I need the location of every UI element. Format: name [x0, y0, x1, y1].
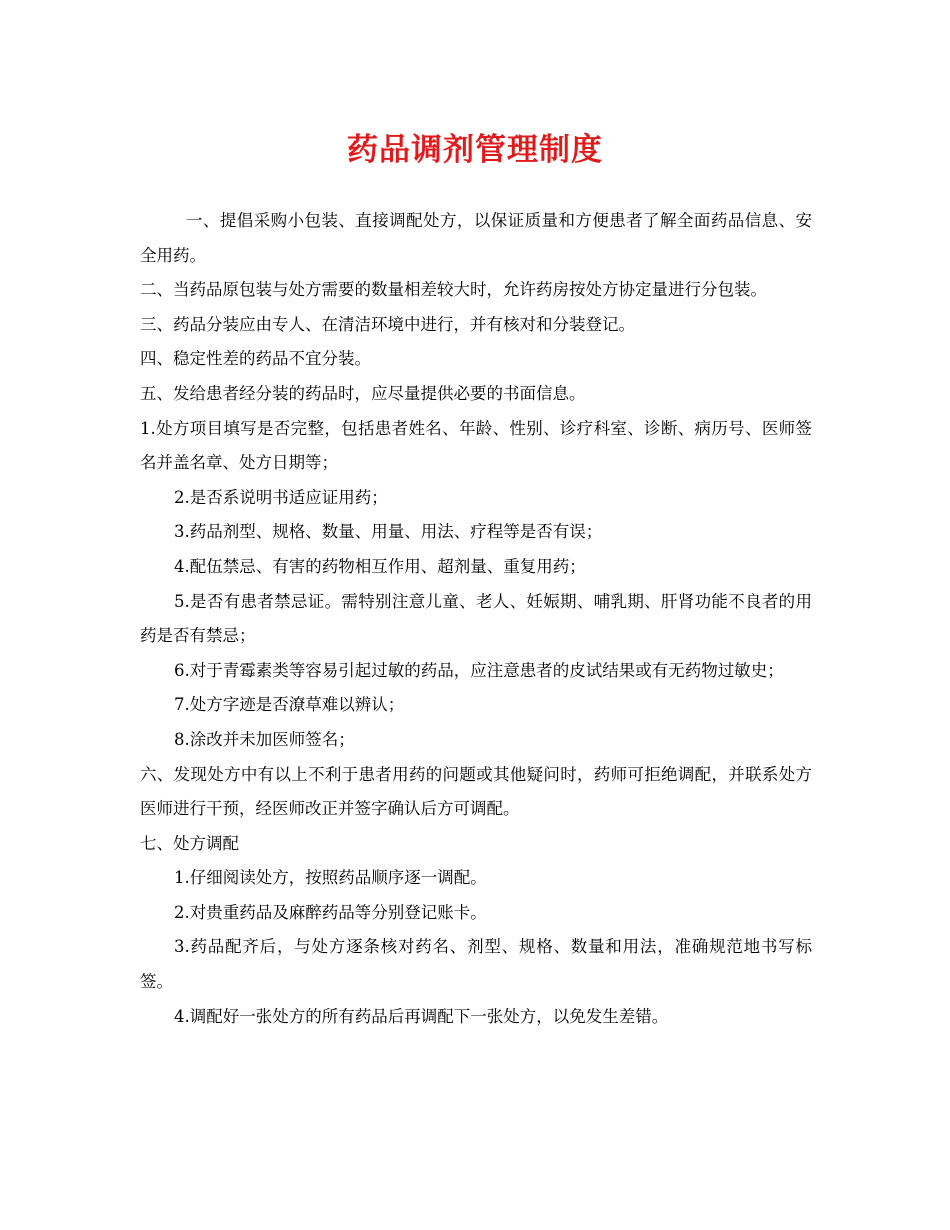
dispense-step-3: 3.药品配齐后，与处方逐条核对药名、剂型、规格、数量和用法，准确规范地书写标签。 [140, 937, 812, 992]
paragraph-5: 五、发给患者经分装的药品时，应尽量提供必要的书面信息。 [140, 383, 586, 403]
dispense-step-4: 4.调配好一张处方的所有药品后再调配下一张处方，以免发生差错。 [174, 1006, 669, 1026]
check-item-7: 7.处方字迹是否潦草难以辨认； [174, 695, 405, 715]
check-item-1: 1.处方项目填写是否完整，包括患者姓名、年龄、性别、诊疗科室、诊断、病历号、医师签名并盖名章、处方日期等； [140, 418, 812, 473]
check-item-4: 4.配伍禁忌、有害的药物相互作用、超剂量、重复用药； [174, 556, 586, 576]
document-title: 药品调剂管理制度 [347, 132, 603, 168]
check-item-6: 6.对于青霉素类等容易引起过敏的药品，应注意患者的皮试结果或有无药物过敏史； [174, 660, 784, 680]
check-item-2: 2.是否系说明书适应证用药； [174, 487, 388, 507]
paragraph-4: 四、稳定性差的药品不宜分装。 [140, 349, 371, 369]
paragraph-6: 六、发现处方中有以上不利于患者用药的问题或其他疑问时，药师可拒绝调配，并联系处方医师进行干预，经医师改正并签字确认后方可调配。 [140, 764, 812, 819]
dispense-step-2: 2.对贵重药品及麻醉药品等分别登记账卡。 [174, 902, 487, 922]
check-item-3: 3.药品剂型、规格、数量、用量、用法、疗程等是否有误； [174, 522, 603, 542]
paragraph-7: 七、处方调配 [140, 833, 239, 853]
check-item-8: 8.涂改并未加医师签名； [174, 729, 355, 749]
paragraph-1: 一、提倡采购小包装、直接调配处方，以保证质量和方便患者了解全面药品信息、安全用药。 [140, 211, 812, 265]
document-body [140, 204, 812, 1034]
dispense-step-1: 1.仔细阅读处方，按照药品顺序逐一调配。 [174, 868, 487, 888]
paragraph-2: 二、当药品原包装与处方需要的数量相差较大时，允许药房按处方协定量进行分包装。 [140, 280, 767, 300]
paragraph-3: 三、药品分装应由专人、在清洁环境中进行，并有核对和分装登记。 [140, 314, 635, 334]
check-item-5: 5.是否有患者禁忌证。需特别注意儿童、老人、妊娠期、哺乳期、肝肾功能不良者的用药是否有禁忌； [140, 591, 812, 646]
